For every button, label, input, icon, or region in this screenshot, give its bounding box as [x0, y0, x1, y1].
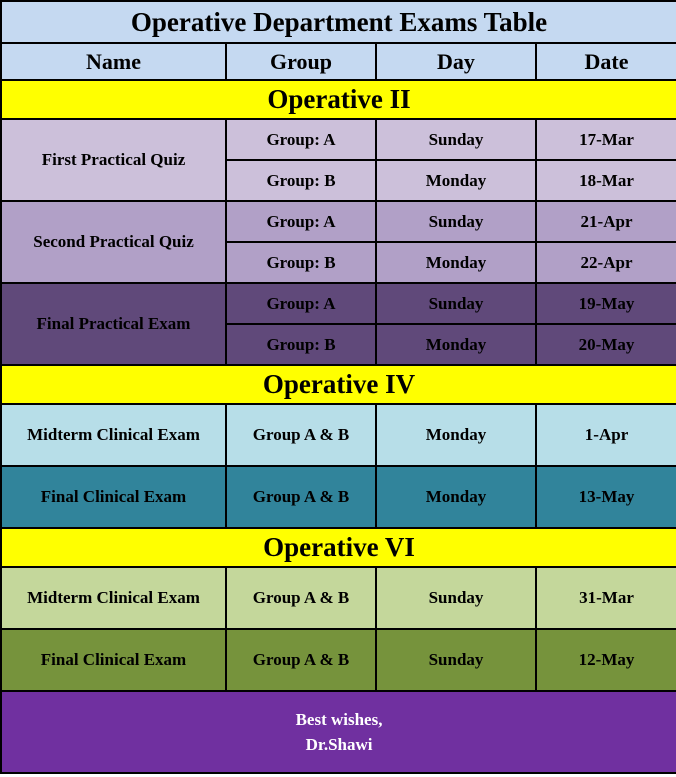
header-group: Group [226, 43, 376, 80]
exam-name: First Practical Quiz [1, 119, 226, 201]
table-row [1, 567, 676, 629]
exam-name: Second Practical Quiz [1, 201, 226, 283]
exam-group: Group: B [226, 324, 376, 365]
section-title: Operative IV [1, 365, 676, 404]
footer-line-1: Best wishes, [295, 710, 383, 729]
exam-name: Final Clinical Exam [1, 629, 226, 691]
footer-row [1, 691, 676, 773]
exam-group: Group: A [226, 119, 376, 160]
exam-name: Final Practical Exam [1, 283, 226, 365]
header-date: Date [536, 43, 676, 80]
header-name: Name [1, 43, 226, 80]
table-row [1, 283, 676, 324]
exam-date: 1-Apr [536, 404, 676, 466]
exam-day: Monday [376, 466, 536, 528]
table-row [1, 119, 676, 160]
exam-group: Group A & B [226, 567, 376, 629]
title-row [1, 1, 676, 43]
exam-group: Group: B [226, 242, 376, 283]
exam-date: 19-May [536, 283, 676, 324]
exam-group: Group: B [226, 160, 376, 201]
exam-name: Final Clinical Exam [1, 466, 226, 528]
table-row [1, 404, 676, 466]
exam-date: 21-Apr [536, 201, 676, 242]
section-operative-iv [1, 365, 676, 404]
section-operative-ii [1, 80, 676, 119]
section-title: Operative VI [1, 528, 676, 567]
exam-group: Group A & B [226, 629, 376, 691]
table-row [1, 629, 676, 691]
exam-name: Midterm Clinical Exam [1, 567, 226, 629]
exam-date: 12-May [536, 629, 676, 691]
section-title: Operative II [1, 80, 676, 119]
exam-name: Midterm Clinical Exam [1, 404, 226, 466]
exam-day: Monday [376, 242, 536, 283]
exam-day: Sunday [376, 283, 536, 324]
exam-date: 31-Mar [536, 567, 676, 629]
exam-group: Group A & B [226, 404, 376, 466]
exam-day: Monday [376, 324, 536, 365]
exam-day: Monday [376, 160, 536, 201]
header-row [1, 43, 676, 80]
exam-day: Sunday [376, 201, 536, 242]
exam-day: Monday [376, 404, 536, 466]
section-operative-vi [1, 528, 676, 567]
table-row [1, 201, 676, 242]
exam-date: 13-May [536, 466, 676, 528]
header-day: Day [376, 43, 536, 80]
exam-day: Sunday [376, 629, 536, 691]
exam-date: 18-Mar [536, 160, 676, 201]
exam-group: Group: A [226, 201, 376, 242]
exam-group: Group A & B [226, 466, 376, 528]
table-row [1, 466, 676, 528]
footer-message [1, 691, 676, 773]
exam-day: Sunday [376, 119, 536, 160]
footer-line-2: Dr.Shawi [305, 735, 373, 754]
exam-group: Group: A [226, 283, 376, 324]
exam-date: 17-Mar [536, 119, 676, 160]
table-title: Operative Department Exams Table [1, 1, 676, 43]
exam-date: 20-May [536, 324, 676, 365]
exam-date: 22-Apr [536, 242, 676, 283]
exam-day: Sunday [376, 567, 536, 629]
